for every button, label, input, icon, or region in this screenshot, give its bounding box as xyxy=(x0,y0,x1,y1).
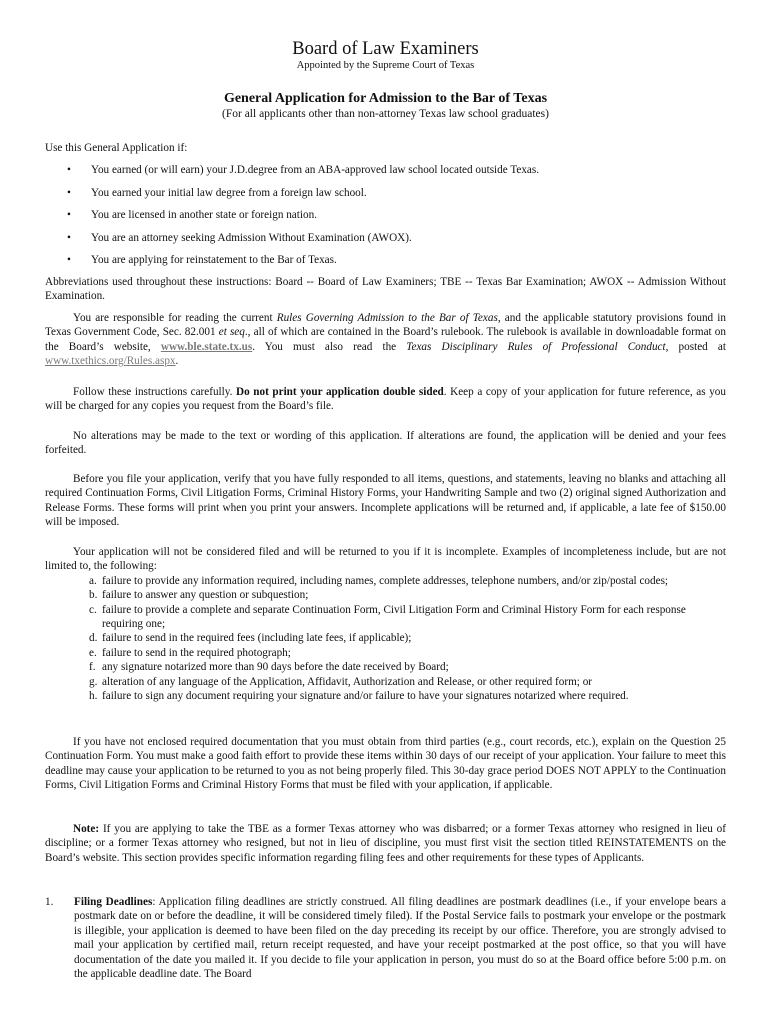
list-item: c. failure to provide a complete and separate Continuation Form, Civil Litigation Form and Criminal History Form for each response requiring one; xyxy=(89,603,686,631)
list-item: • You earned (or will earn) your J.D.degree from an ABA-approved law school located outside Texas. xyxy=(67,164,540,176)
filing-deadlines-label: Filing Deadlines xyxy=(74,896,153,908)
bullet-icon: • xyxy=(67,186,71,199)
double-sided-warning: Do not print your application double sided xyxy=(236,386,444,398)
filing-deadlines-item: 1. Filing Deadlines: Application filing deadlines are strictly construed. All filing deadlines are postmark deadlines (i.e., if your envelope bears a postmark date on or before the deadline, it will be considered timely filed). If the Postal Service fails to postmark your envelope or the postmark is illegible, your application is deemed to have been filed on the day preceding its receipt by our office. Therefore, you are strongly advised to mail your application by certified mail, return receipt requested, and have your receipt postmarked at the post office, so that you will have documentation of the date you mailed it. If you decide to file your application in person, you must do so at the Board office before 5:00 p.m. on the applicable deadline date. The Board xyxy=(45,896,727,981)
bullet-icon: • xyxy=(67,254,71,266)
rules-title: Rules Governing Admission to the Bar of Texas xyxy=(276,312,498,324)
use-if-list xyxy=(45,163,726,276)
before-filing-paragraph: Before you file your application, verify that you have fully responded to all items, questions, and statements, leaving no blanks and attaching all required Continuation Forms, Civil Litigation Forms, Criminal History Forms, your Handwriting Sample and two (2) original signed Authorization and Release Forms. These forms will print when you print your answers. Incomplete applications will be returned and, if applicable, a late fee of $150.00 will be imposed. xyxy=(45,473,726,529)
list-item: b. failure to answer any question or subquestion; xyxy=(89,589,309,602)
ethics-rules-title: Texas Disciplinary Rules of Professional Conduct, xyxy=(406,340,669,353)
third-party-documentation-paragraph: If you have not enclosed required documentation that you must obtain from third parties (e.g., court records, etc.), explain on the Question 25 Continuation Form. You must make a good faith effort to provide these items within 30 days of our receipt of your application. Your failure to meet this deadline may cause your application to be returned to you as not being properly filed. This 30-day grace period DOES NOT APPLY to the Continuation Forms, Civil Litigation Forms and Criminal History Forms that must be filed with your application, if applicable. xyxy=(45,736,726,792)
incomplete-list xyxy=(45,574,726,704)
abbreviations-paragraph: Abbreviations used throughout these instructions: Board -- Board of Law Examiners; TBE -- Texas Bar Examination; AWOX -- Admission Without Examination. xyxy=(45,276,726,303)
list-item: e. failure to send in the required photograph; xyxy=(89,646,291,659)
bullet-icon: • xyxy=(67,209,71,221)
note-label: Note: xyxy=(73,823,100,835)
follow-instructions-paragraph: Follow these instructions carefully. Do not print your application double sided. Keep a copy of your application for future reference, as you will be charged for any copies you request from the Board’s file. xyxy=(45,386,726,413)
ethics-rules-link[interactable]: www.txethics.org/Rules.aspx xyxy=(45,355,176,368)
list-item: • You are licensed in another state or foreign nation. xyxy=(67,209,317,221)
bullet-icon: • xyxy=(67,164,71,176)
bullet-icon: • xyxy=(67,231,71,244)
reinstatement-note-paragraph: Note: If you are applying to take the TBE as a former Texas attorney who was disbarred; or a former Texas attorney who resigned in lieu of discipline; or a former Texas attorney who resigned, but not in lieu of discipline, you must first visit the section titled REINSTATEMENTS on the Board’s website. This section provides specific information regarding filing fees and other requirements for these types of Applicants. xyxy=(45,823,726,864)
alterations-paragraph: No alterations may be made to the text or wording of this application. If alterations are found, the application will be denied and your fees forfeited. xyxy=(45,430,726,457)
board-title: Board of Law Examiners xyxy=(292,39,479,59)
list-item: • You are applying for reinstatement to the Bar of Texas. xyxy=(67,254,337,266)
list-item: a. failure to provide any information required, including names, complete addresses, telephone numbers, and/or zip/postal codes; xyxy=(89,574,669,587)
incomplete-section xyxy=(45,545,726,703)
list-item: f. any signature notarized more than 90 days before the date received by Board; xyxy=(89,661,449,674)
application-title: General Application for Admission to the Bar of Texas xyxy=(223,91,548,106)
board-subtitle: Appointed by the Supreme Court of Texas xyxy=(296,60,475,71)
list-item: g. alteration of any language of the Application, Affidavit, Authorization and Release, or other required form; or xyxy=(89,675,593,688)
list-item: • You earned your initial law degree from a foreign law school. xyxy=(67,186,367,199)
incomplete-intro: Your application will not be considered filed and will be returned to you if it is incomplete. Examples of incompleteness include, but are not limited to, the following: xyxy=(45,546,726,573)
board-website-link[interactable]: www.ble.state.tx.us xyxy=(160,340,253,353)
list-item: h. failure to sign any document requiring your signature and/or failure to have your signatures notarized where required. xyxy=(89,690,629,703)
list-item: d. failure to send in the required fees (including late fees, if applicable); xyxy=(89,632,412,645)
rules-paragraph: You are responsible for reading the current Rules Governing Admission to the Bar of Texas, and the applicable statutory provisions found in Texas Government Code, Sec. 82.001 et seq., all of which are contained in the Board’s rulebook. The rulebook is available in downloadable format on the Board’s website, www.ble.state.tx.us. You must also read the Texas Disciplinary Rules of Professional Conduct, posted at www.txethics.org/Rules.aspx. xyxy=(45,312,726,368)
list-item: • You are an attorney seeking Admission Without Examination (AWOX). xyxy=(67,231,412,244)
item-number: 1. xyxy=(45,896,54,908)
use-if-intro: Use this General Application if: xyxy=(45,142,188,154)
application-subtitle: (For all applicants other than non-attorney Texas law school graduates) xyxy=(222,108,549,120)
